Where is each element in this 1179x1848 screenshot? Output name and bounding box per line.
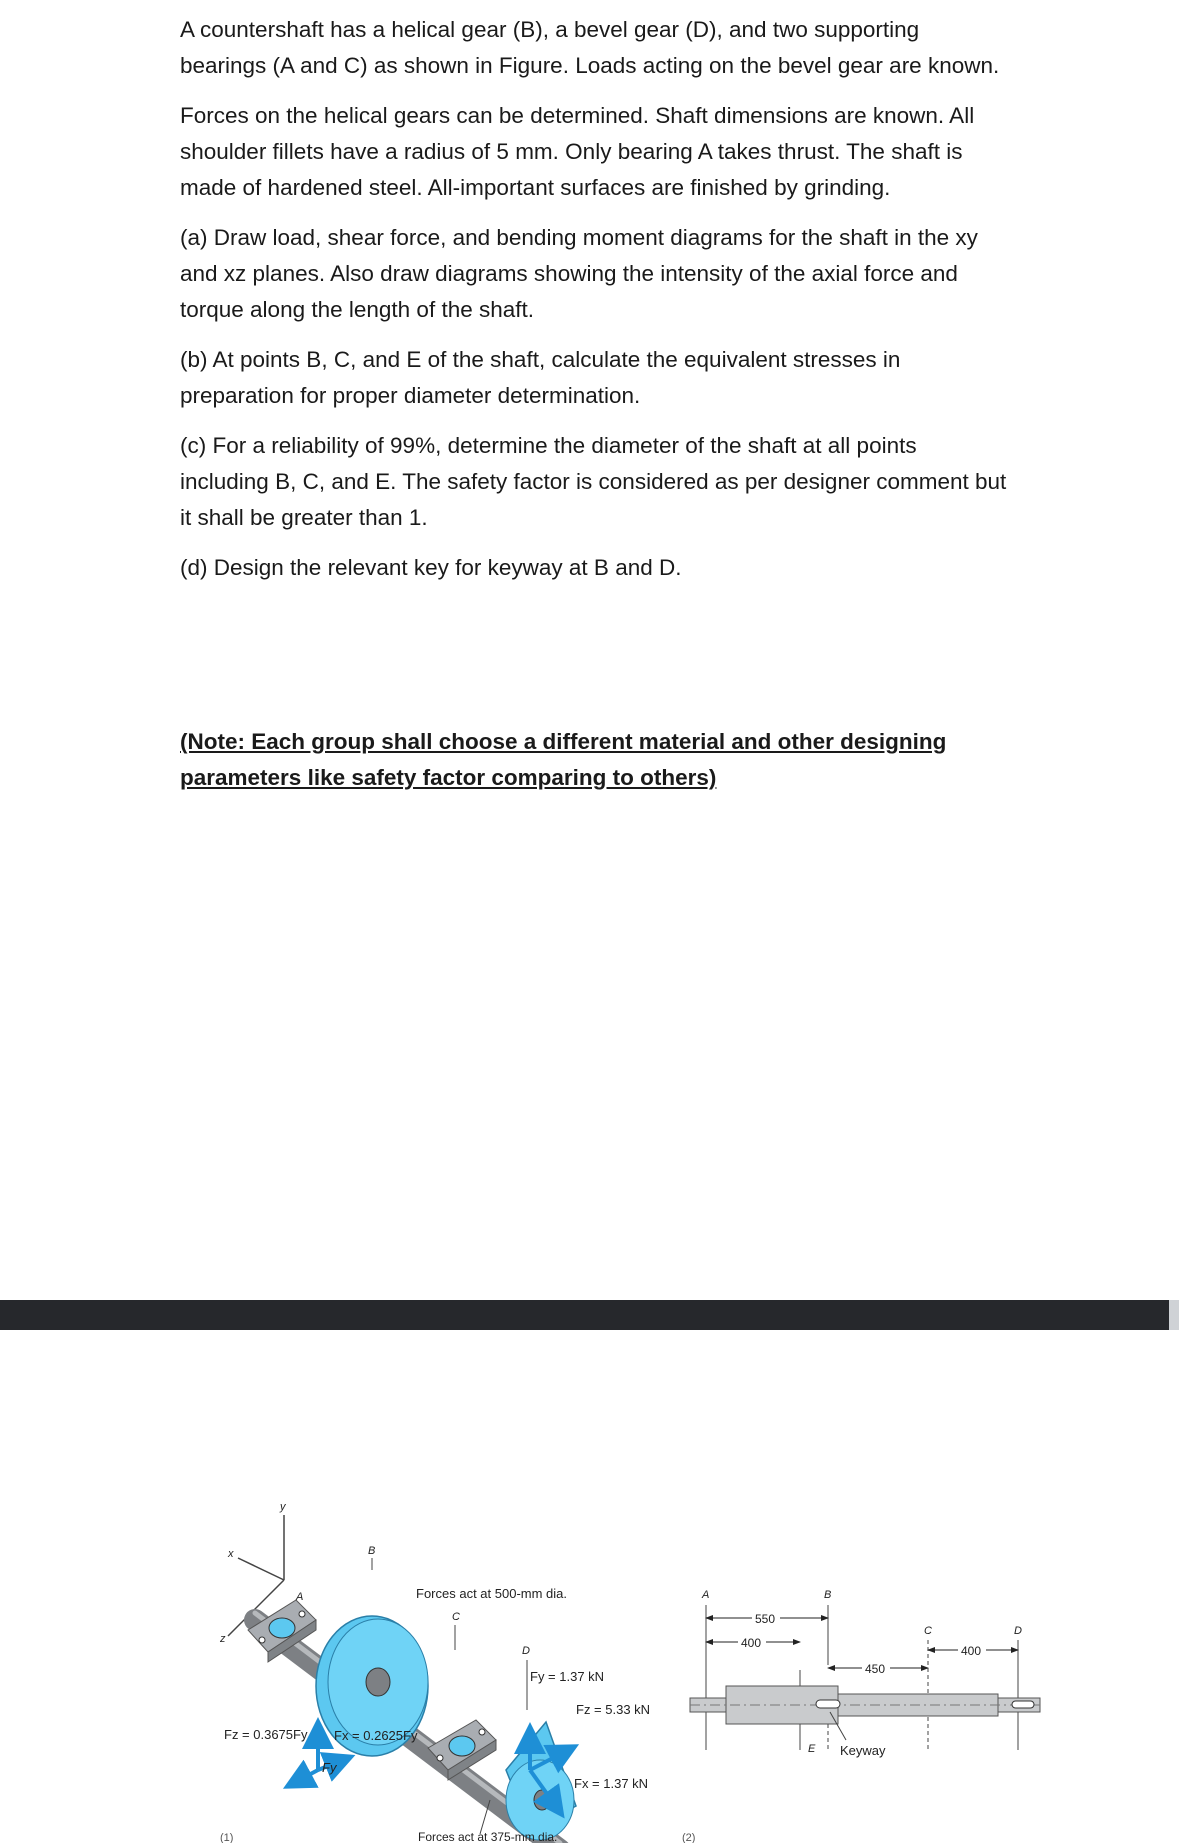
paragraph-part-b: (b) At points B, C, and E of the shaft, calculate the equivalent stresses in preparation for proper diameter determination.: [180, 347, 901, 408]
label-fx-bevel: Fx = 1.37 kN: [574, 1776, 649, 1791]
paragraph-part-a: (a) Draw load, shear force, and bending moment diagrams for the shaft in the xy and xz planes. Also draw diagrams showing the intensity of the axial force and torque along the length of the shaft.: [180, 225, 978, 322]
isometric-view: [219, 1501, 650, 1843]
label-c: C: [452, 1611, 460, 1623]
z-axis-label: z: [220, 1633, 226, 1645]
label-b: B: [368, 1545, 376, 1557]
panel-1-label: (1): [220, 1832, 234, 1843]
x-axis-label: x: [228, 1548, 234, 1560]
paragraph-part-c: (c) For a reliability of 99%, determine the diameter of the shaft at all points including B, C, and E. The safety factor is considered as per designer comment but it shall be greater than 1.: [180, 433, 1007, 530]
note-line-1: (Note: Each group shall choose a different material and other designing: [180, 729, 947, 754]
paragraph-part-d: (d) Design the relevant key for keyway at B and D.: [180, 555, 682, 580]
bevel-dia-note: Forces act at 375-mm dia.: [418, 1830, 558, 1843]
paragraph-intro: A countershaft has a helical gear (B), a bevel gear (D), and two supporting bearings (A and C) as shown in Figure. Loads acting on the bevel gear are known.: [180, 17, 1000, 78]
shaft-figure: [0, 1330, 1179, 1843]
x-axis-line: [238, 1558, 284, 1580]
dim-550: 550: [755, 1612, 776, 1626]
dim-400-left: 400: [741, 1636, 762, 1650]
y-axis-label: y: [280, 1501, 286, 1513]
divider-handle[interactable]: [1169, 1300, 1179, 1330]
paragraph-conditions: Forces on the helical gears can be determined. Shaft dimensions are known. All shoulder fillets have a radius of 5 mm. Only bearing A takes thrust. The shaft is made of hardened steel. All-important surfaces are finished by grinding.: [180, 103, 975, 200]
label-fz-helical: Fz = 0.3675Fy: [224, 1727, 308, 1742]
dim-label-a: A: [702, 1589, 710, 1601]
dim-label-e: E: [808, 1743, 816, 1755]
panel-2-label: (2): [682, 1832, 696, 1843]
page-divider: [0, 1300, 1179, 1330]
keyway-b-slot: [816, 1700, 840, 1708]
label-fy-bevel: Fy = 1.37 kN: [530, 1669, 605, 1684]
dimension-view: [682, 1589, 1040, 1843]
label-a: A: [296, 1591, 304, 1603]
problem-statement: [180, 12, 1010, 600]
dim-label-d: D: [1014, 1625, 1022, 1637]
bevel-gear-d: [506, 1722, 576, 1840]
label-fx-helical: Fx = 0.2625Fy: [334, 1728, 418, 1743]
label-fy-helical: Fy: [322, 1760, 337, 1775]
label-d: D: [522, 1645, 530, 1657]
dim-400-right: 400: [961, 1644, 982, 1658]
dim-label-c: C: [924, 1625, 932, 1637]
dim-label-b: B: [824, 1589, 832, 1601]
note-line-2: parameters like safety factor comparing to others): [180, 765, 717, 790]
helical-force-fz-arrow: [290, 1770, 318, 1785]
keyway-label: Keyway: [840, 1743, 886, 1758]
label-fz-bevel: Fz = 5.33 kN: [576, 1702, 651, 1717]
dim-450: 450: [865, 1662, 886, 1676]
helical-dia-note: Forces act at 500-mm dia.: [416, 1586, 567, 1601]
shaft-profile: [690, 1686, 1040, 1724]
group-note: [180, 724, 1020, 796]
keyway-d-slot: [1012, 1701, 1034, 1708]
